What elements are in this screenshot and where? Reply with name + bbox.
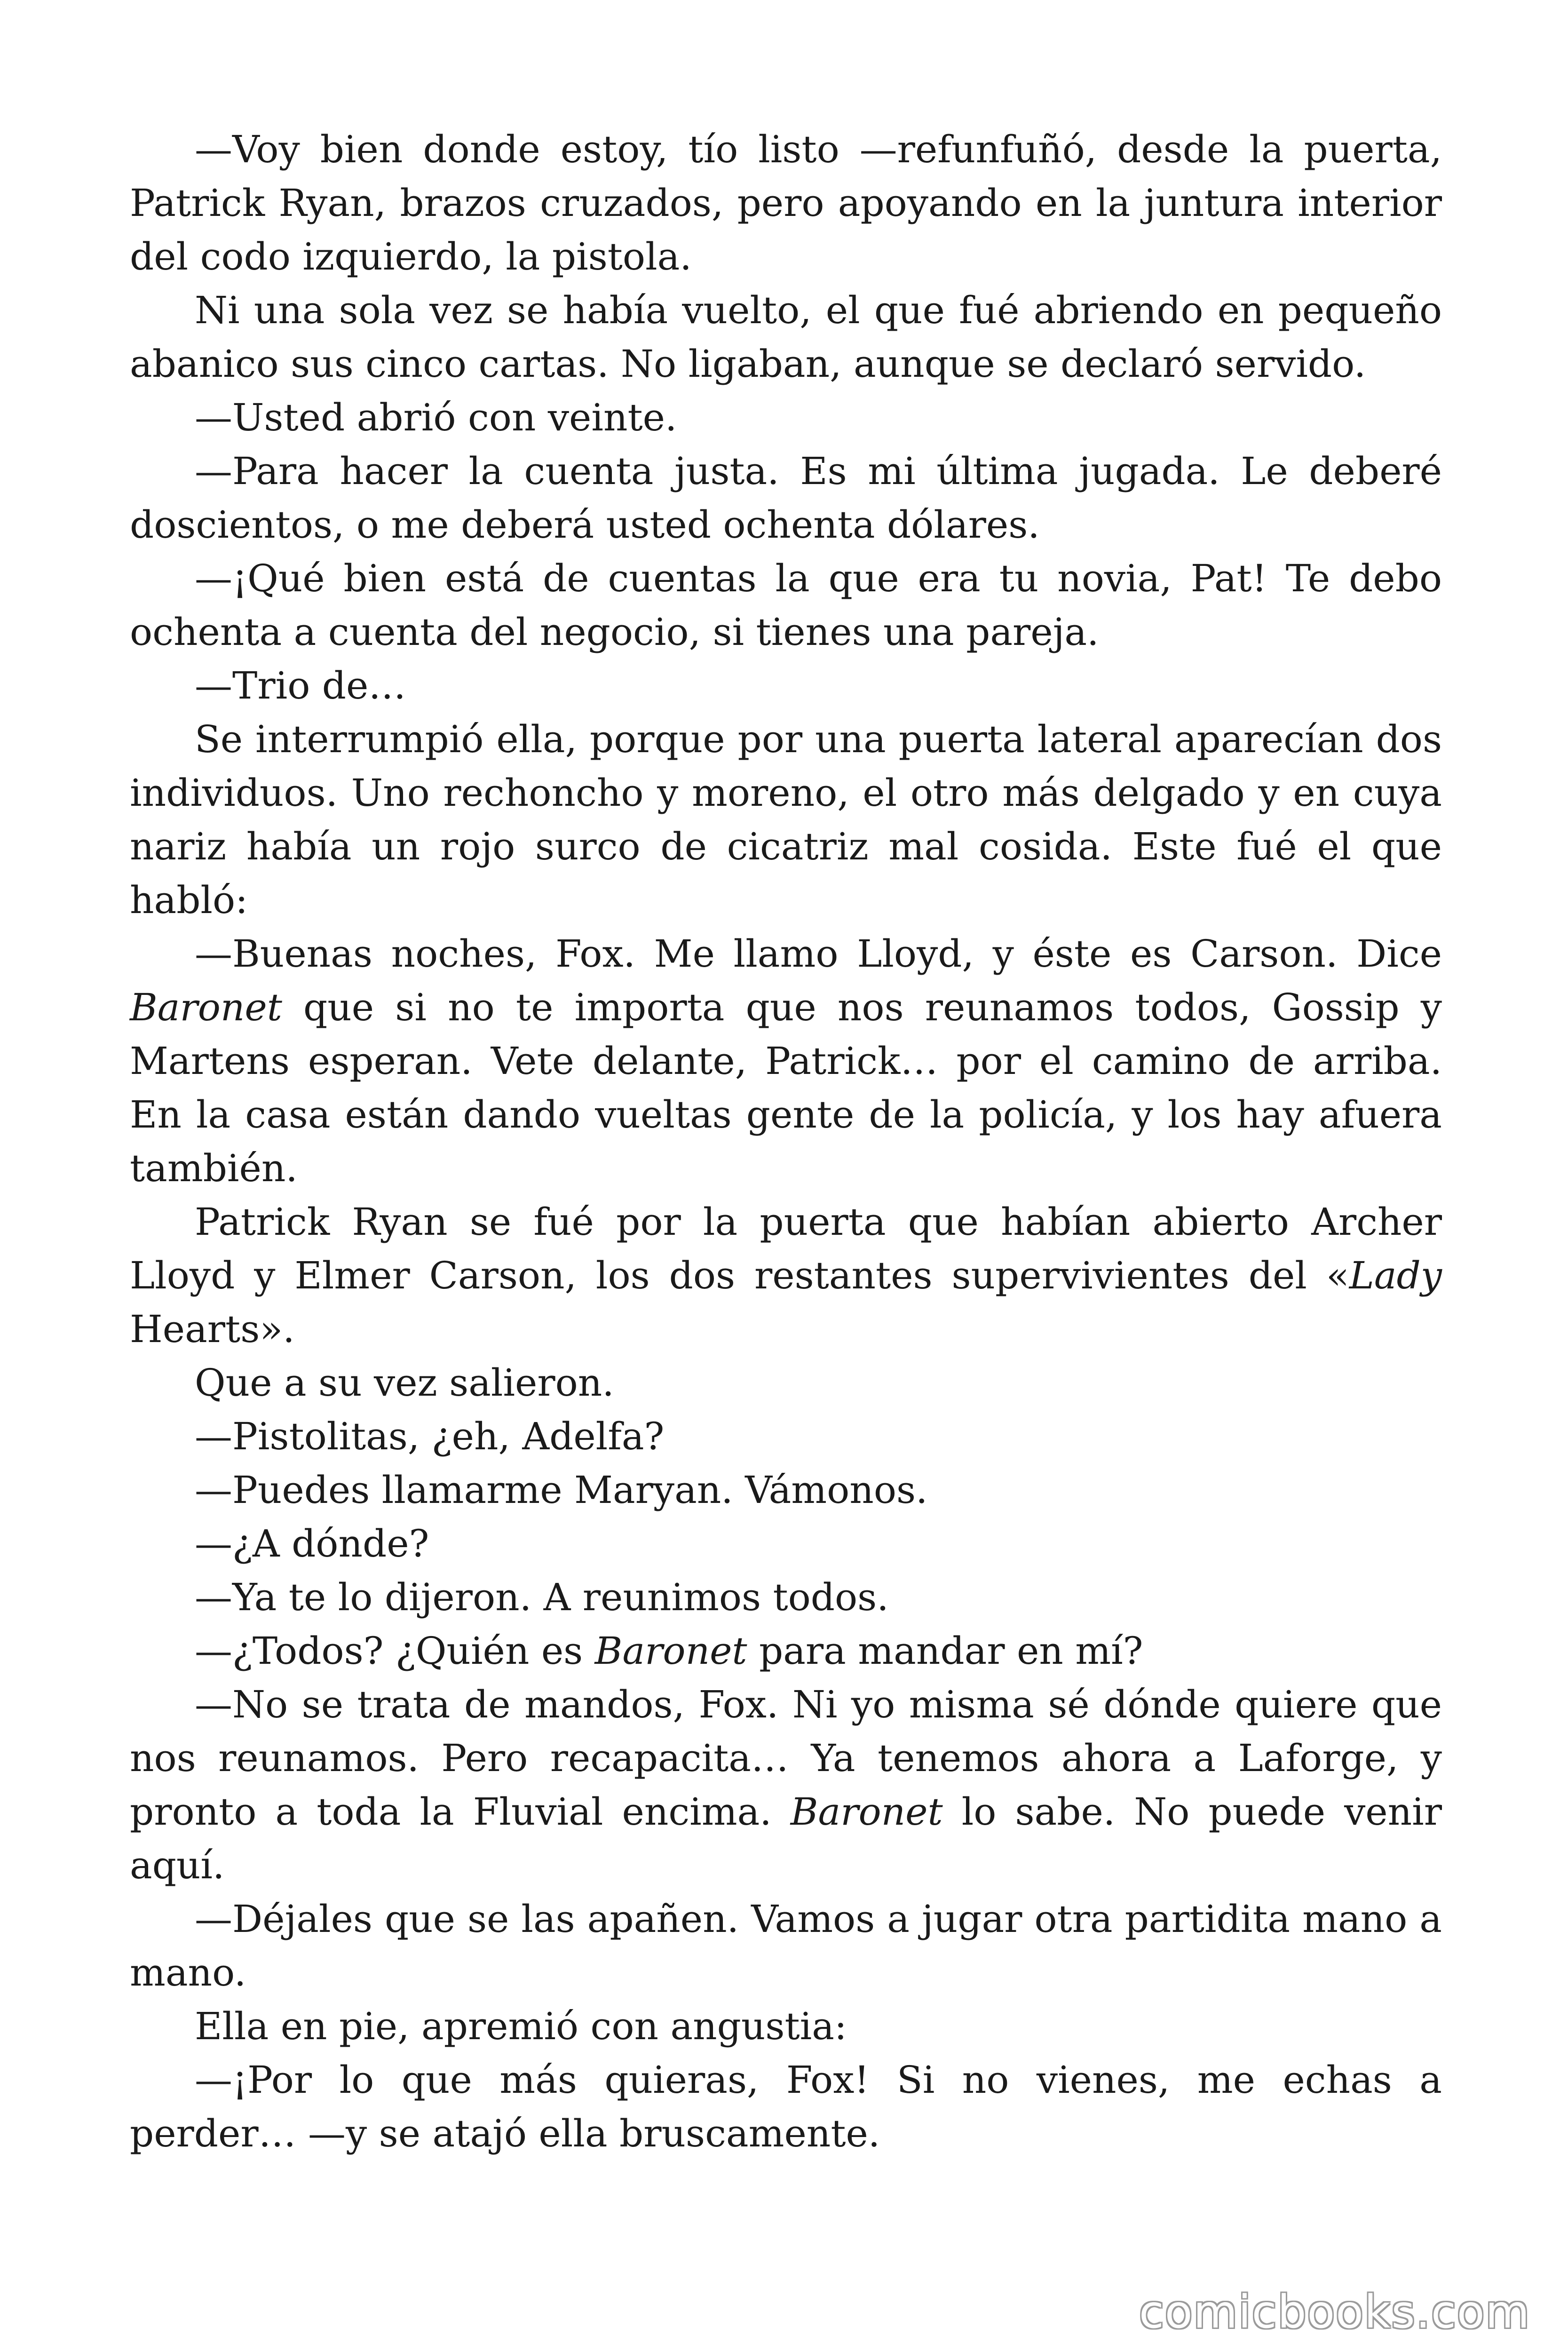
text-run: para mandar en mí? <box>747 1629 1143 1673</box>
text-run: —¿A dónde? <box>195 1522 429 1565</box>
paragraph <box>130 552 1442 659</box>
text-block <box>130 123 1442 2161</box>
text-run: —Para hacer la cuenta justa. Es mi última jugada. Le deberé doscientos, o me deberá usted ochenta dólares. <box>130 449 1442 547</box>
text-run: —¡Por lo que más quieras, Fox! Si no vienes, me echas a perder… —y se atajó ella bruscamente. <box>130 2058 1442 2155</box>
text-run: —Trio de… <box>195 664 406 707</box>
text-run: —No se trata de mandos, Fox. Ni yo misma sé dónde quiere que nos reunamos. Pero recapacita… Ya tenemos ahora a Laforge, y pronto a toda la Fluvial encima. <box>130 1683 1442 1834</box>
text-run: Que a su vez salieron. <box>195 1361 614 1405</box>
text-run: —Puedes llamarme Maryan. Vámonos. <box>195 1468 928 1512</box>
paragraph <box>130 659 1442 713</box>
text-run: —Voy bien donde estoy, tío listo —refunfuñó, desde la puerta, Patrick Ryan, brazos cruzados, pero apoyando en la juntura interior del codo izquierdo, la pistola. <box>130 127 1442 278</box>
italic-text: Baronet <box>594 1629 747 1673</box>
paragraph <box>130 1356 1442 1410</box>
paragraph <box>130 284 1442 391</box>
text-run: Ni una sola vez se había vuelto, el que fué abriendo en pequeño abanico sus cinco cartas. No ligaban, aunque se declaró servido. <box>130 288 1442 386</box>
text-run: —Usted abrió con veinte. <box>195 396 677 439</box>
watermark: comicbooks.com <box>1139 2286 1530 2338</box>
paragraph <box>130 1517 1442 1571</box>
paragraph <box>130 927 1442 1195</box>
text-run: —¡Qué bien está de cuentas la que era tu novia, Pat! Te debo ochenta a cuenta del negocio, si tienes una pareja. <box>130 556 1442 654</box>
paragraph <box>130 2053 1442 2161</box>
text-run: Se interrumpió ella, porque por una puerta lateral aparecían dos individuos. Uno rechoncho y moreno, el otro más delgado y en cuya nariz había un rojo surco de cicatriz mal cosida. Este fué el que habló: <box>130 717 1442 922</box>
paragraph <box>130 1571 1442 1624</box>
paragraph <box>130 391 1442 445</box>
paragraph <box>130 2000 1442 2053</box>
italic-text: Baronet <box>790 1790 943 1834</box>
text-run: Patrick Ryan se fué por la puerta que habían abierto Archer Lloyd y Elmer Carson, los dos restantes supervivientes del « <box>130 1200 1442 1297</box>
text-run: —Déjales que se las apañen. Vamos a jugar otra partidita mano a mano. <box>130 1897 1442 1994</box>
text-run: que si no te importa que nos reunamos todos, Gossip y Martens esperan. Vete delante, Patrick… por el camino de arriba. En la casa están dando vueltas gente de la policía, y los hay afuera también. <box>130 985 1442 1190</box>
text-run: Ella en pie, apremió con angustia: <box>195 2004 847 2048</box>
paragraph <box>130 1410 1442 1463</box>
text-run: Hearts». <box>130 1307 295 1351</box>
paragraph <box>130 445 1442 552</box>
text-run: lo sabe. No puede venir aquí. <box>130 1790 1442 1887</box>
italic-text: Baronet <box>130 985 282 1029</box>
italic-text: Lady <box>1349 1254 1442 1297</box>
text-run: —Buenas noches, Fox. Me llamo Lloyd, y éste es Carson. Dice <box>195 932 1442 976</box>
text-run: —¿Todos? ¿Quién es <box>195 1629 595 1673</box>
paragraph <box>130 713 1442 927</box>
paragraph <box>130 1195 1442 1356</box>
text-run: —Pistolitas, ¿eh, Adelfa? <box>195 1414 665 1458</box>
paragraph <box>130 1463 1442 1517</box>
paragraph <box>130 1892 1442 2000</box>
text-run: —Ya te lo dijeron. A reunimos todos. <box>195 1575 889 1619</box>
paragraph <box>130 1624 1442 1678</box>
paragraph <box>130 123 1442 284</box>
paragraph <box>130 1678 1442 1892</box>
